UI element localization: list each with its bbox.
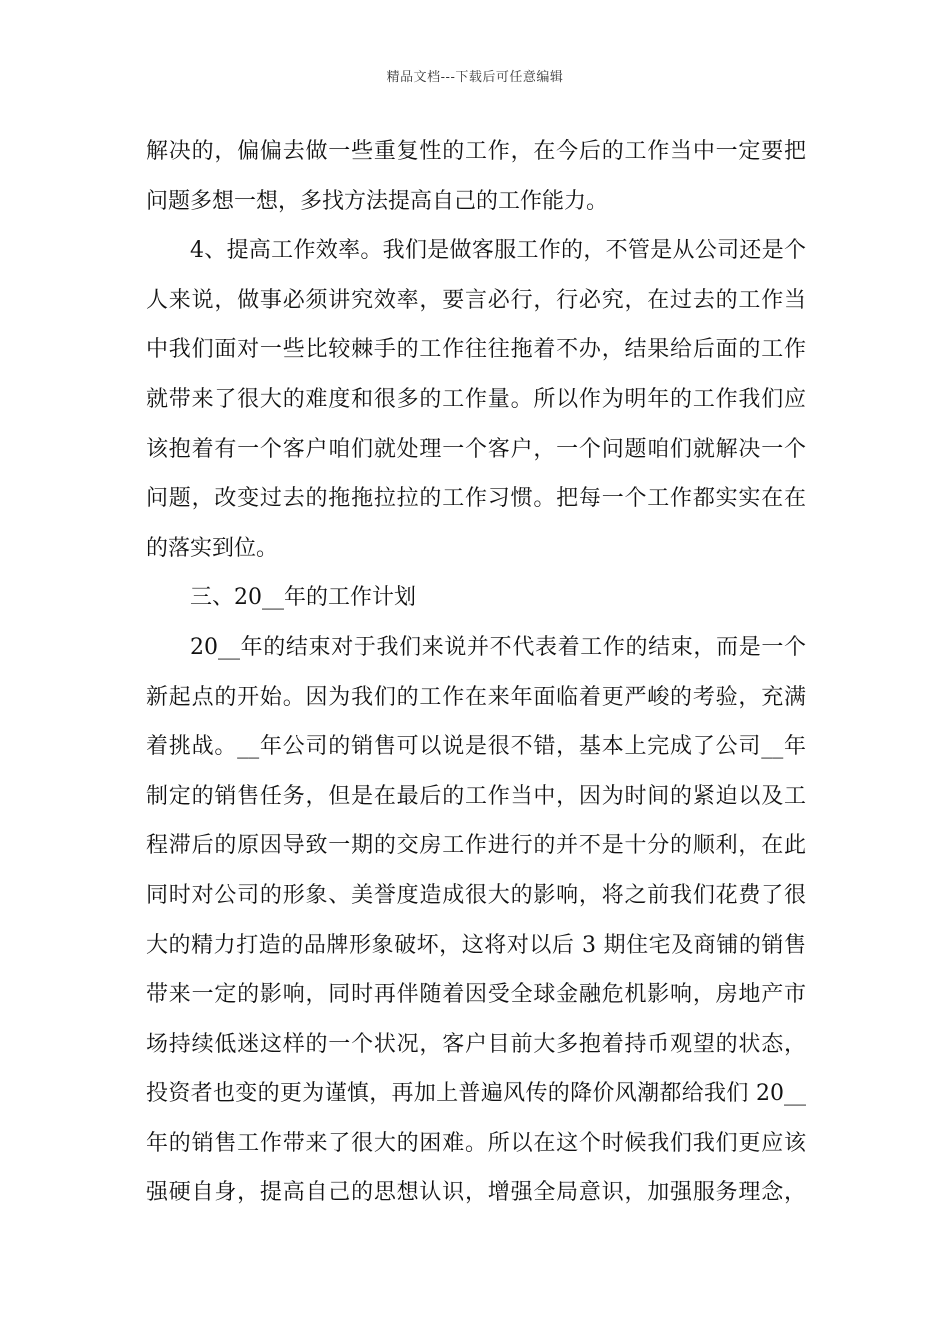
text-line: 就带来了很大的难度和很多的工作量。所以作为明年的工作我们应 xyxy=(146,386,806,412)
text-line: 强硬自身，提高自己的思想认识，增强全局意识，加强服务理念， xyxy=(146,1180,806,1206)
text-line: 同时对公司的形象、美誉度造成很大的影响，将之前我们花费了很 xyxy=(146,882,806,908)
text-line: 4、提高工作效率。我们是做客服工作的，不管是从公司还是个 xyxy=(190,238,806,264)
text-line: 着挑战。__年公司的销售可以说是很不错，基本上完成了公司__年 xyxy=(146,734,806,760)
text-line: 新起点的开始。因为我们的工作在来年面临着更严峻的考验，充满 xyxy=(146,684,806,710)
text-line: 人来说，做事必须讲究效率，要言必行，行必究，在过去的工作当 xyxy=(146,287,806,313)
text-line: 场持续低迷这样的一个状况，客户目前大多抱着持币观望的状态， xyxy=(146,1031,806,1057)
text-line: 程滞后的原因导致一期的交房工作进行的并不是十分的顺利，在此 xyxy=(146,833,806,859)
page-header: 精品文档---下载后可任意编辑 xyxy=(386,70,564,85)
text-line: 解决的，偏偏去做一些重复性的工作，在今后的工作当中一定要把 xyxy=(146,139,806,164)
text-line: 问题多想一想，多找方法提高自己的工作能力。 xyxy=(146,188,609,214)
text-line: 年的销售工作带来了很大的困难。所以在这个时候我们我们更应该 xyxy=(146,1130,806,1156)
text-line: 问题，改变过去的拖拖拉拉的工作习惯。把每一个工作都实实在在 xyxy=(146,486,806,512)
text-line: 的落实到位。 xyxy=(146,535,279,561)
document-body xyxy=(146,127,806,1218)
text-line: 20__年的结束对于我们来说并不代表着工作的结束，而是一个 xyxy=(190,634,806,660)
text-line: 中我们面对一些比较棘手的工作往往拖着不办，结果给后面的工作 xyxy=(146,337,806,363)
text-line: 大的精力打造的品牌形象破坏，这将对以后 3 期住宅及商铺的销售 xyxy=(146,932,806,958)
text-line: 带来一定的影响，同时再伴随着因受全球金融危机影响，房地产市 xyxy=(146,982,806,1008)
text-line: 该抱着有一个客户咱们就处理一个客户，一个问题咱们就解决一个 xyxy=(146,436,806,462)
text-line: 投资者也变的更为谨慎，再加上普遍风传的降价风潮都给我们 20__ xyxy=(146,1081,806,1107)
text-line: 三、20__年的工作计划 xyxy=(190,585,416,611)
text-line: 制定的销售任务，但是在最后的工作当中，因为时间的紧迫以及工 xyxy=(146,783,806,809)
